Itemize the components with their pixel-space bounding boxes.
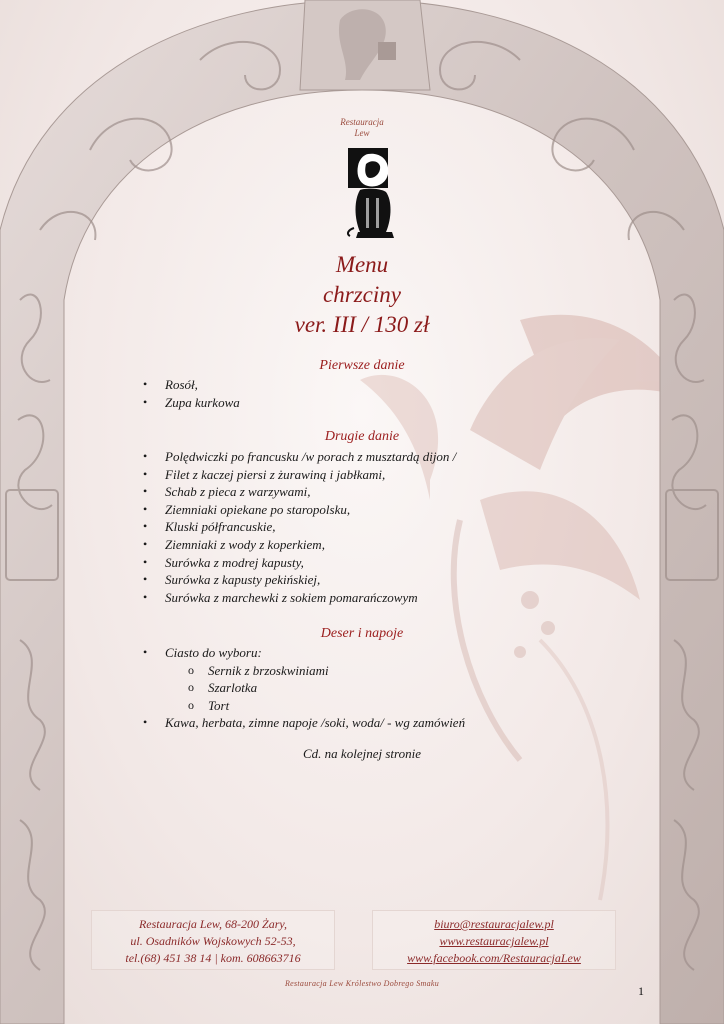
continued-note: Cd. na kolejnej stronie <box>303 746 421 761</box>
list-item: • Surówka z marchewki z sokiem pomarańczowym <box>140 589 456 607</box>
list-item: • Ciasto do wyboru: <box>140 644 465 662</box>
list-item: • Schab z pieca z warzywami, <box>140 483 456 501</box>
address-line: Restauracja Lew, 68-200 Żary, <box>138 917 288 931</box>
lion-logo-icon <box>346 148 398 240</box>
cake-option: o Tort <box>140 697 465 715</box>
menu-title: Menu <box>335 252 389 277</box>
footer-tagline: Restauracja Lew Królestwo Dobrego Smaku <box>284 979 440 988</box>
list-item: • Surówka z kapusty pekińskiej, <box>140 571 456 589</box>
website-link[interactable]: www.restauracjalew.pl <box>439 934 549 948</box>
phone-line: tel.(68) 451 38 14 | kom. 608663716 <box>125 951 301 965</box>
list-item: • Polędwiczki po francusku /w porach z musztardą dijon / <box>140 448 456 466</box>
list-item: • Surówka z modrej kapusty, <box>140 554 456 572</box>
menu-occasion: chrzciny <box>323 282 401 307</box>
list-item: • Ziemniaki opiekane po staropolsku, <box>140 501 456 519</box>
first-course-list <box>140 376 240 411</box>
cake-option: o Sernik z brzoskwiniami <box>140 662 465 680</box>
list-item: • Kluski półfrancuskie, <box>140 518 456 536</box>
facebook-link[interactable]: www.facebook.com/RestauracjaLew <box>407 951 581 965</box>
dessert-drinks-list <box>140 644 465 732</box>
list-item: • Filet z kaczej piersi z żurawiną i jabłkami, <box>140 466 456 484</box>
brand-line-2: Lew <box>354 128 370 138</box>
page-number: 1 <box>638 984 644 998</box>
brand-line-1: Restauracja <box>340 117 384 127</box>
brand-small-logo-text <box>0 117 724 139</box>
email-link[interactable]: biuro@restauracjalew.pl <box>434 917 554 931</box>
section-heading-first: Pierwsze danie <box>319 358 405 373</box>
second-course-list <box>140 448 456 606</box>
list-item: • Ziemniaki z wody z koperkiem, <box>140 536 456 554</box>
footer-address-box <box>91 910 335 970</box>
list-item: • Kawa, herbata, zimne napoje /soki, woda/ - wg zamówień <box>140 714 465 732</box>
section-heading-dessert: Deser i napoje <box>320 626 404 641</box>
section-heading-second: Drugie danie <box>324 429 400 444</box>
footer-contact-box <box>372 910 616 970</box>
list-item: • Rosół, <box>140 376 240 394</box>
list-item: • Zupa kurkowa <box>140 394 240 412</box>
address-line: ul. Osadników Wojskowych 52-53, <box>130 934 296 948</box>
menu-version-price: ver. III / 130 zł <box>294 312 430 337</box>
cake-option: o Szarlotka <box>140 679 465 697</box>
